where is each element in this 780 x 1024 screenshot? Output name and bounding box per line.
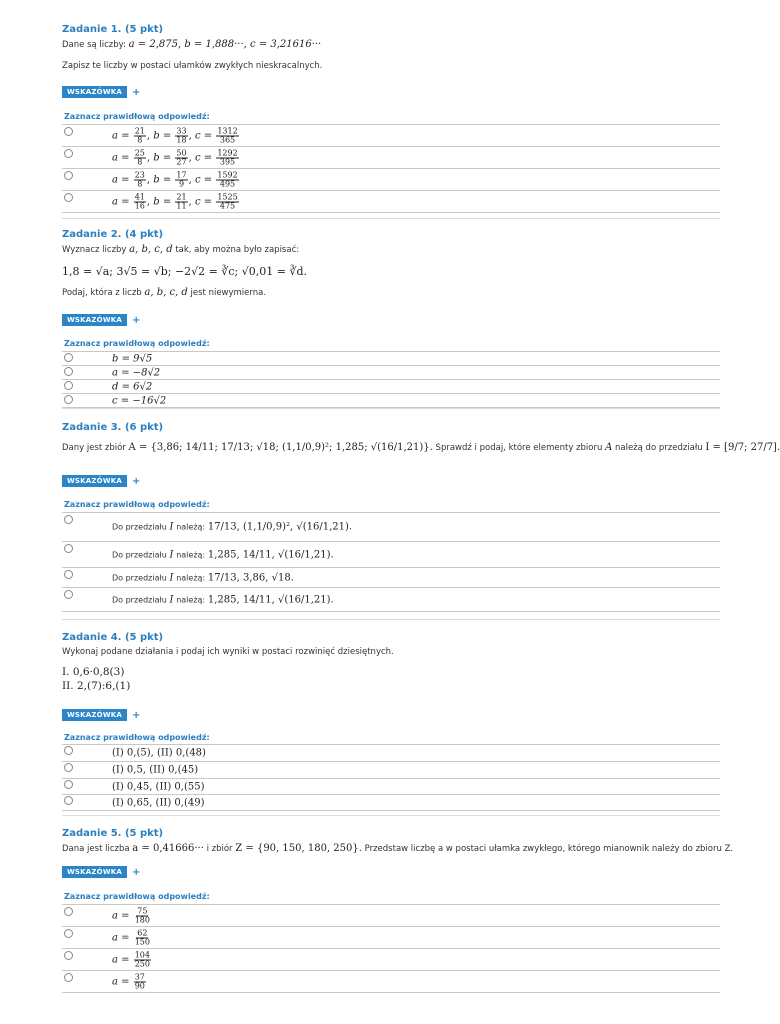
task-3 bbox=[62, 422, 780, 618]
option[interactable]: Do przedziału I należą: 17/13, (1,1/0,9)², √(16/1,21). bbox=[62, 513, 720, 542]
option[interactable]: Do przedziału I należą: 1,285, 14/11, √(16/1,21). bbox=[62, 588, 720, 612]
task-4 bbox=[62, 632, 720, 812]
option[interactable]: Do przedziału I należą: 1,285, 14/11, √(16/1,21). bbox=[62, 542, 720, 568]
option[interactable]: c = −16√2 bbox=[62, 394, 720, 408]
task-title: Zadanie 3. (6 pkt) bbox=[62, 422, 164, 433]
radio-button[interactable] bbox=[64, 515, 73, 524]
task-2 bbox=[62, 229, 720, 405]
option[interactable]: a = $\frac{62}{150}$ bbox=[62, 927, 720, 949]
options-list bbox=[62, 512, 720, 612]
option[interactable]: d = 6√2 bbox=[62, 380, 720, 394]
hint-toggle[interactable] bbox=[62, 866, 140, 878]
option[interactable]: (I) 0,5, (II) 0,(45) bbox=[62, 762, 720, 779]
expression-2: II. 2,(7):6,(1) bbox=[62, 680, 131, 692]
task-title: Zadanie 5. (5 pkt) bbox=[62, 828, 164, 839]
radio-button[interactable] bbox=[64, 395, 73, 404]
radio-button[interactable] bbox=[64, 796, 73, 805]
task-1 bbox=[62, 24, 720, 214]
hint-button[interactable]: WSKAZÓWKA bbox=[62, 709, 127, 721]
given-number: a = 0,41666··· bbox=[132, 843, 204, 854]
divider bbox=[62, 619, 720, 620]
plus-icon[interactable]: + bbox=[132, 314, 141, 326]
option[interactable]: a = $\frac{75}{180}$ bbox=[62, 905, 720, 927]
radio-button[interactable] bbox=[64, 763, 73, 772]
option[interactable]: a = $\frac{37}{90}$ bbox=[62, 971, 720, 993]
task-instruction: Zapisz te liczby w postaci ułamków zwykłych nieskracalnych. bbox=[62, 61, 323, 71]
answer-label: Zaznacz prawidłową odpowiedź: bbox=[64, 500, 210, 509]
option[interactable]: (I) 0,65, (II) 0,(49) bbox=[62, 795, 720, 811]
plus-icon[interactable]: + bbox=[132, 475, 141, 487]
answer-label: Zaznacz prawidłową odpowiedź: bbox=[64, 112, 210, 121]
option[interactable]: a = $\frac{41}{16}$ , b = $\frac{21}{11}$ , c = $\frac{1525}{475}$ bbox=[62, 191, 720, 213]
set-definition: Z = {90, 150, 180, 250}. bbox=[235, 843, 362, 854]
radio-button[interactable] bbox=[64, 171, 73, 180]
options-list bbox=[62, 124, 720, 213]
divider bbox=[62, 815, 720, 816]
hint-button[interactable]: WSKAZÓWKA bbox=[62, 86, 127, 98]
option[interactable]: Do przedziału I należą: 17/13, 3,86, √18. bbox=[62, 568, 720, 588]
task-question: Podaj, która z liczb a, b, c, d jest niewymierna. bbox=[62, 287, 267, 298]
task-title: Zadanie 1. (5 pkt) bbox=[62, 24, 164, 35]
option[interactable]: b = 9√5 bbox=[62, 352, 720, 366]
plus-icon[interactable]: + bbox=[132, 86, 141, 98]
option[interactable]: a = $\frac{21}{8}$ , b = $\frac{33}{18}$ , c = $\frac{1312}{365}$ bbox=[62, 125, 720, 147]
radio-button[interactable] bbox=[64, 127, 73, 136]
task-description: Dane są liczby: a = 2,875, b = 1,888···, c = 3,21616··· bbox=[62, 39, 322, 50]
task-5 bbox=[62, 828, 734, 993]
hint-toggle[interactable] bbox=[62, 709, 140, 721]
option[interactable]: (I) 0,45, (II) 0,(55) bbox=[62, 779, 720, 795]
option[interactable]: a = $\frac{104}{250}$ bbox=[62, 949, 720, 971]
radio-button[interactable] bbox=[64, 780, 73, 789]
task-title: Zadanie 4. (5 pkt) bbox=[62, 632, 164, 643]
option[interactable]: a = $\frac{25}{8}$ , b = $\frac{50}{27}$ , c = $\frac{1292}{395}$ bbox=[62, 147, 720, 169]
options-list bbox=[62, 904, 720, 993]
radio-button[interactable] bbox=[64, 929, 73, 938]
equation: 1,8 = √a; 3√5 = √b; −2√2 = ∛c; √0,01 = ∛d. bbox=[62, 265, 308, 278]
radio-button[interactable] bbox=[64, 193, 73, 202]
option[interactable]: (I) 0,(5), (II) 0,(48) bbox=[62, 745, 720, 762]
hint-toggle[interactable] bbox=[62, 314, 140, 326]
radio-button[interactable] bbox=[64, 570, 73, 579]
radio-button[interactable] bbox=[64, 353, 73, 362]
answer-label: Zaznacz prawidłową odpowiedź: bbox=[64, 733, 210, 742]
task-description: Dana jest liczba a = 0,41666··· i zbiór Z = {90, 150, 180, 250}. Przedstaw liczbę a w postaci ułamka zwykłego, którego mianownik należy do zbioru Z. bbox=[62, 843, 734, 854]
task-description: Wyznacz liczby a, b, c, d tak, aby można było zapisać: bbox=[62, 244, 300, 255]
radio-button[interactable] bbox=[64, 746, 73, 755]
radio-button[interactable] bbox=[64, 907, 73, 916]
radio-button[interactable] bbox=[64, 951, 73, 960]
plus-icon[interactable]: + bbox=[132, 709, 141, 721]
expression-1: I. 0,6·0,8(3) bbox=[62, 666, 125, 678]
radio-button[interactable] bbox=[64, 973, 73, 982]
hint-toggle[interactable] bbox=[62, 86, 140, 98]
divider bbox=[62, 218, 720, 219]
interval: I = [9/7; 27/7]. bbox=[705, 442, 780, 453]
hint-button[interactable]: WSKAZÓWKA bbox=[62, 475, 127, 487]
option[interactable]: a = $\frac{23}{8}$ , b = $\frac{17}{9}$ , c = $\frac{1592}{495}$ bbox=[62, 169, 720, 191]
set-definition: A = {3,86; 14/11; 17/13; √18; (1,1/0,9)²; 1,285; √(16/1,21)}. bbox=[128, 442, 433, 453]
options-list bbox=[62, 351, 720, 408]
answer-label: Zaznacz prawidłową odpowiedź: bbox=[64, 892, 210, 901]
radio-button[interactable] bbox=[64, 149, 73, 158]
radio-button[interactable] bbox=[64, 590, 73, 599]
hint-button[interactable]: WSKAZÓWKA bbox=[62, 314, 127, 326]
task-instruction: Wykonaj podane działania i podaj ich wyniki w postaci rozwinięć dziesiętnych. bbox=[62, 647, 394, 657]
answer-label: Zaznacz prawidłową odpowiedź: bbox=[64, 339, 210, 348]
radio-button[interactable] bbox=[64, 367, 73, 376]
hint-toggle[interactable] bbox=[62, 475, 140, 487]
hint-button[interactable]: WSKAZÓWKA bbox=[62, 866, 127, 878]
radio-button[interactable] bbox=[64, 381, 73, 390]
options-list bbox=[62, 744, 720, 811]
radio-button[interactable] bbox=[64, 544, 73, 553]
option[interactable]: a = −8√2 bbox=[62, 366, 720, 380]
plus-icon[interactable]: + bbox=[132, 866, 141, 878]
task-title: Zadanie 2. (4 pkt) bbox=[62, 229, 164, 240]
given-numbers: a = 2,875, b = 1,888···, c = 3,21616··· bbox=[128, 39, 322, 50]
task-description: Dany jest zbiór A = {3,86; 14/11; 17/13; √18; (1,1/0,9)²; 1,285; √(16/1,21)}. Sprawdź i podaj, które elementy zbioru A należą do przedziału I = [9/7; 27/7]. bbox=[62, 442, 780, 453]
divider bbox=[62, 408, 720, 409]
